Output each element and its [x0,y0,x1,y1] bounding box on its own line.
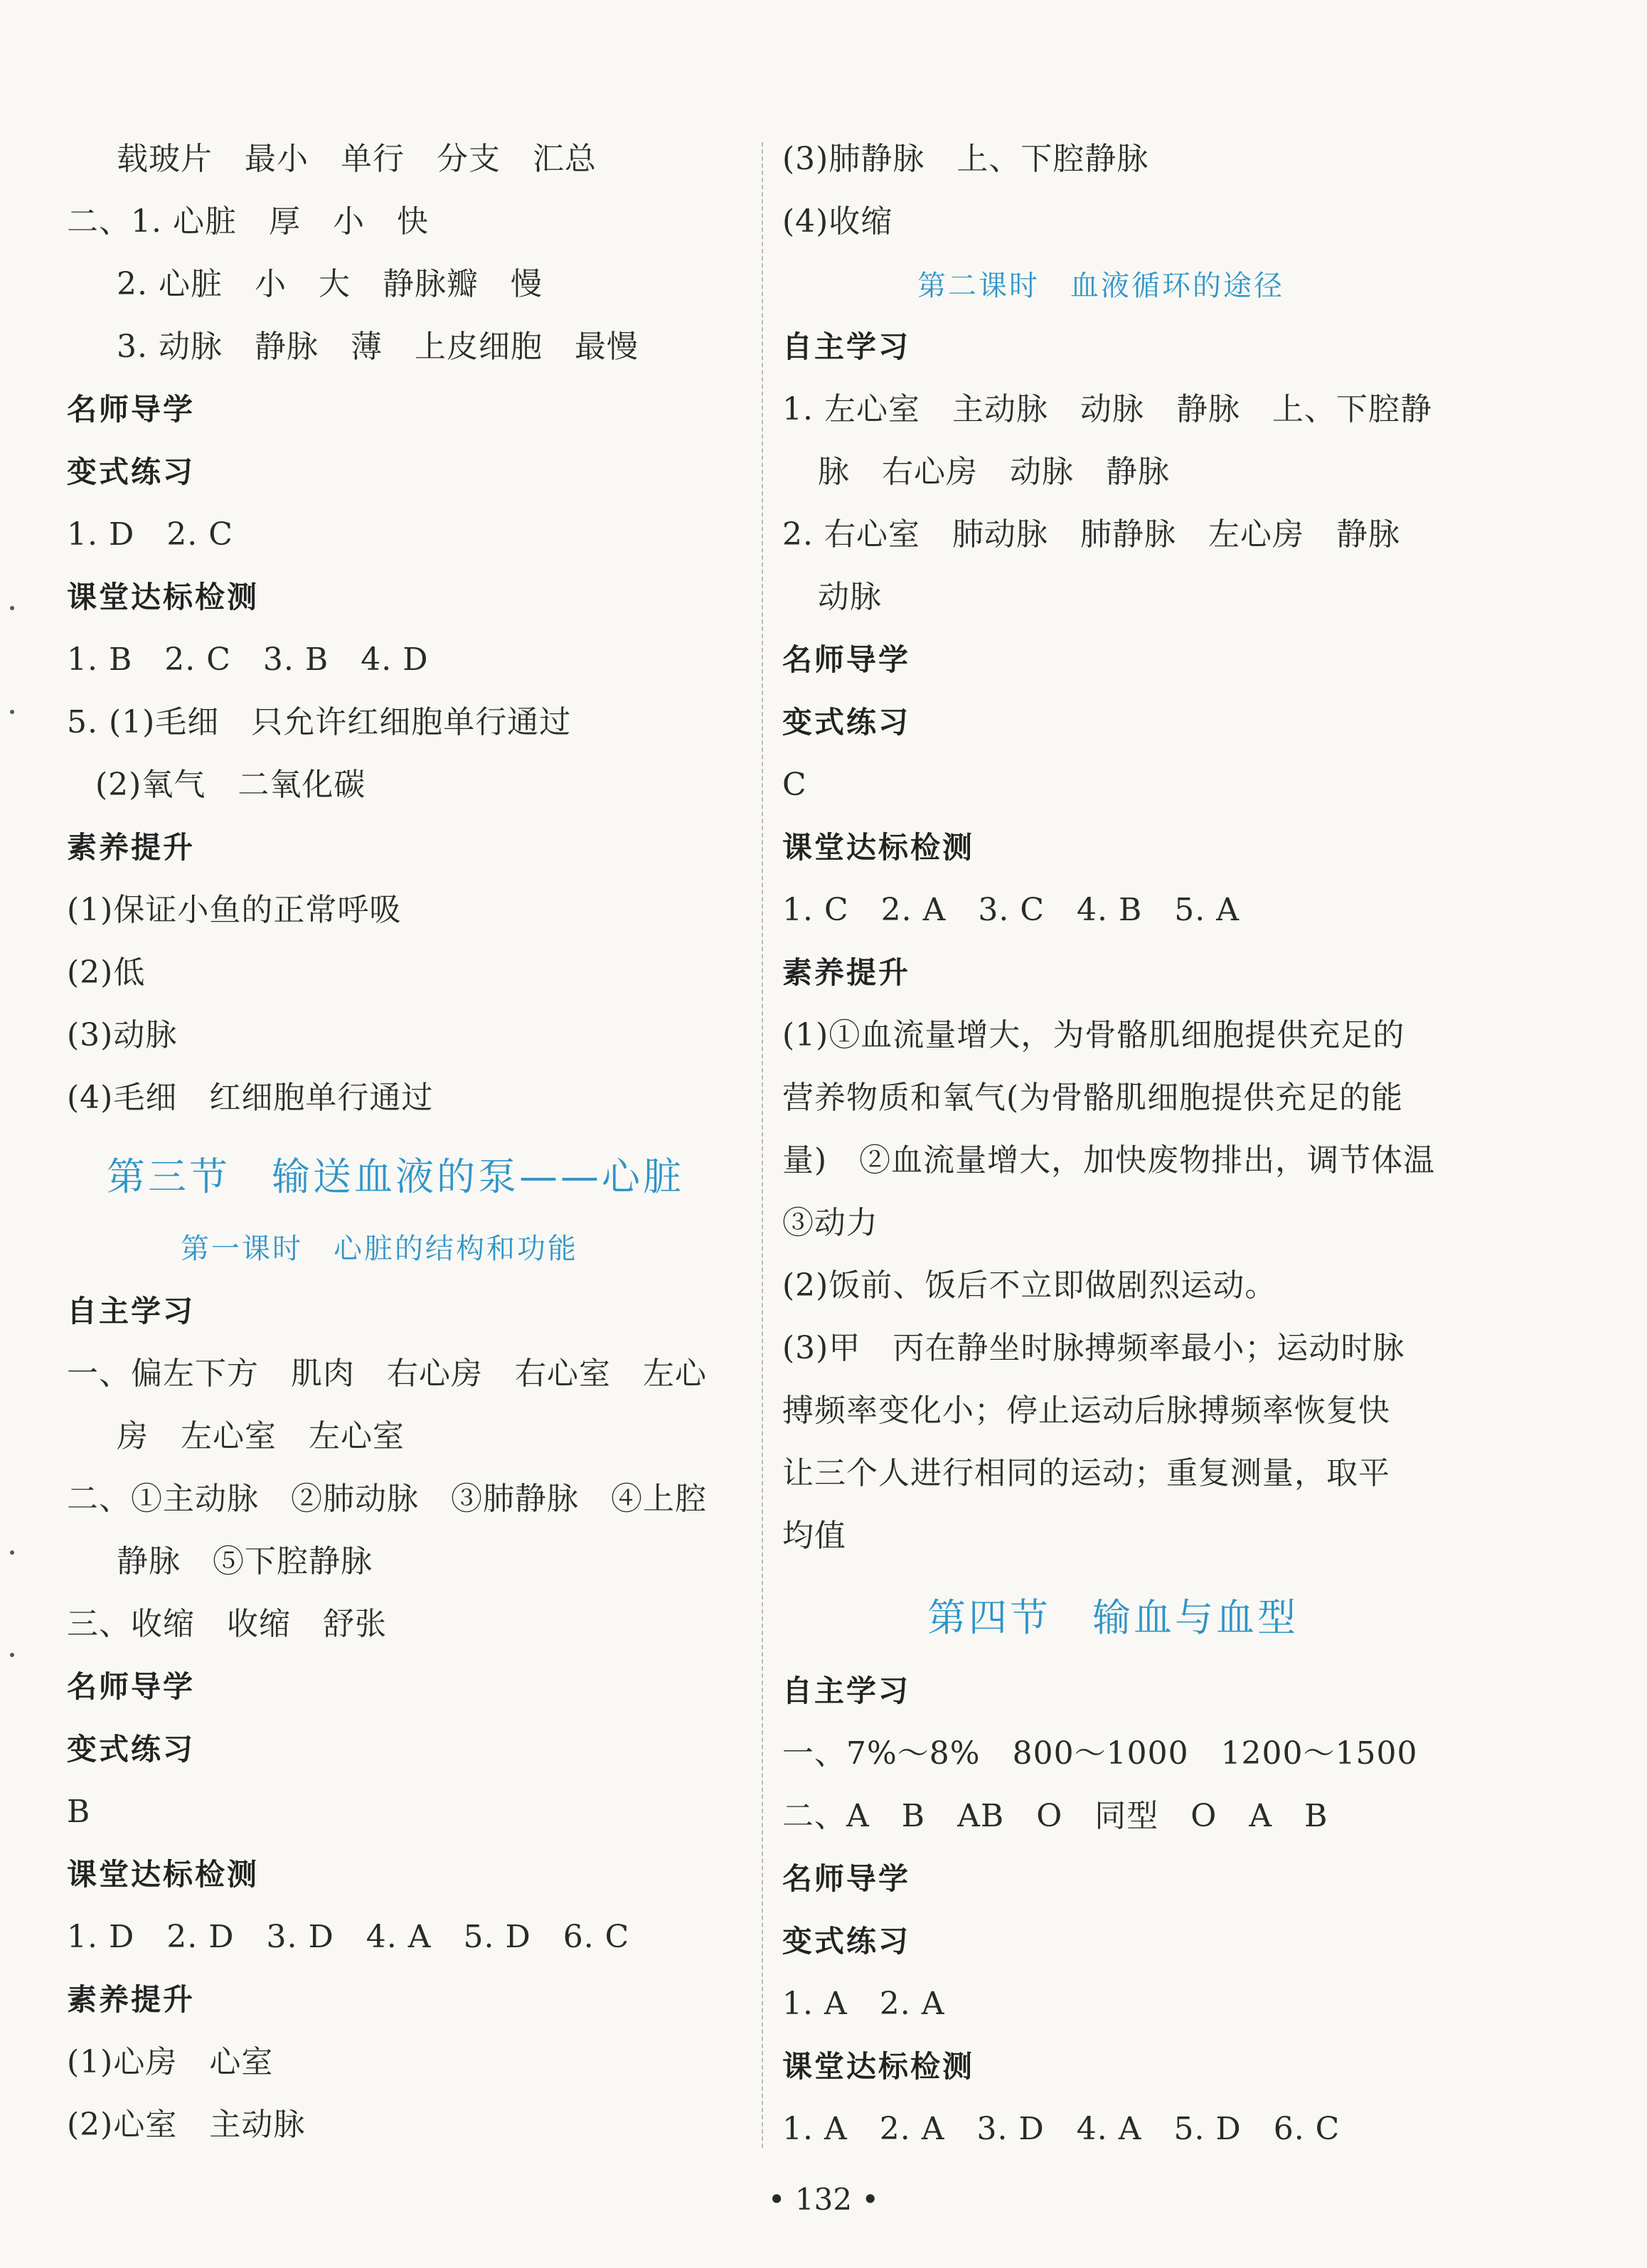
answer-line: 让三个人进行相同的运动；重复测量，取平 [782,1455,1390,1491]
binding-mark [10,1653,14,1657]
answer-line: (1)保证小鱼的正常呼吸 [67,892,402,928]
answer-line: 2. 右心室 肺动脉 肺静脉 左心房 静脉 [782,516,1400,553]
heading-variant-practice: 变式练习 [782,1924,911,1959]
answer-line: 二、①主动脉 ②肺动脉 ③肺静脉 ④上腔 [67,1481,707,1517]
answer-line: 营养物质和氧气(为骨骼肌细胞提供充足的能 [782,1080,1404,1116]
column-divider [762,142,763,2148]
heading-class-test: 课堂达标检测 [67,580,260,614]
heading-literacy: 素养提升 [67,1982,196,2017]
answer-line: (1)心房 心室 [67,2044,274,2080]
heading-class-test: 课堂达标检测 [67,1857,260,1892]
answer-line: 1. 左心室 主动脉 动脉 静脉 上、下腔静 [782,391,1432,427]
answer-line: 1. B 2. C 3. B 4. D [67,641,429,678]
answer-line: 1. A 2. A 3. D 4. A 5. D 6. C [782,2111,1340,2147]
heading-variant-practice: 变式练习 [782,705,911,740]
answer-line: (3)肺静脉 上、下腔静脉 [782,141,1149,177]
heading-variant-practice: 变式练习 [67,454,196,489]
answer-line: 量) ②血流量增大，加快废物排出，调节体温 [782,1142,1436,1178]
answer-line: 3. 动脉 静脉 薄 上皮细胞 最慢 [117,329,639,365]
section-title: 第四节 输血与血型 [927,1595,1299,1640]
heading-class-test: 课堂达标检测 [782,830,975,865]
answer-line: (4)收缩 [782,203,893,240]
heading-guide: 名师导学 [782,1861,911,1896]
heading-literacy: 素养提升 [782,955,911,990]
answer-line: 一、7%～8% 800～1000 1200～1500 [782,1735,1418,1772]
heading-literacy: 素养提升 [67,830,196,865]
answer-line: C [782,767,807,803]
heading-self-study: 自主学习 [67,1294,196,1329]
lesson-title: 第二课时 血液循环的途径 [917,270,1284,302]
answer-line: 房 左心室 左心室 [117,1418,405,1454]
answer-line: 2. 心脏 小 大 静脉瓣 慢 [117,266,543,302]
answer-line: (4)毛细 红细胞单行通过 [67,1080,434,1116]
answer-line: 5. (1)毛细 只允许红细胞单行通过 [67,704,572,740]
answer-line: 搏频率变化小；停止运动后脉搏频率恢复快 [782,1393,1390,1429]
answer-line: (3)甲 丙在静坐时脉搏频率最小；运动时脉 [782,1330,1405,1366]
heading-guide: 名师导学 [67,1669,196,1704]
heading-guide: 名师导学 [782,642,911,677]
heading-guide: 名师导学 [67,392,196,427]
answer-line: 均值 [782,1518,846,1554]
heading-self-study: 自主学习 [782,329,911,364]
answer-line: 脉 右心房 动脉 静脉 [818,454,1170,490]
answer-line: (2)氧气 二氧化碳 [95,767,366,803]
binding-mark [10,1550,14,1555]
answer-line: (2)低 [67,954,146,991]
binding-mark [10,606,14,610]
answer-line: B [67,1794,91,1830]
answer-line: 1. D 2. D 3. D 4. A 5. D 6. C [67,1919,630,1955]
answer-line: (2)心室 主动脉 [67,2107,306,2143]
binding-mark [10,710,14,714]
answer-line: 三、收缩 收缩 舒张 [67,1606,387,1642]
page-number: • 132 • [767,2182,880,2217]
answer-line: 1. D 2. C [67,516,233,553]
section-title: 第三节 输送血液的泵——心脏 [107,1154,684,1199]
answer-line: (3)动脉 [67,1017,178,1053]
heading-class-test: 课堂达标检测 [782,2049,975,2084]
answer-line: (1)①血流量增大，为骨骼肌细胞提供充足的 [782,1017,1405,1053]
answer-line: 1. A 2. A [782,1986,945,2022]
heading-variant-practice: 变式练习 [67,1732,196,1767]
answer-line: 二、A B AB O 同型 O A B [782,1798,1328,1834]
answer-line: 载玻片 最小 单行 分支 汇总 [117,141,597,177]
lesson-title: 第一课时 心脏的结构和功能 [181,1233,578,1265]
answer-line: 1. C 2. A 3. C 4. B 5. A [782,892,1240,928]
answer-line: 动脉 [818,579,882,615]
answer-line: 二、1. 心脏 厚 小 快 [67,203,429,240]
answer-line: 静脉 ⑤下腔静脉 [117,1543,373,1580]
answer-line: ③动力 [782,1205,878,1241]
answer-line: 一、偏左下方 肌肉 右心房 右心室 左心 [67,1356,707,1392]
answer-line: (2)饭前、饭后不立即做剧烈运动。 [782,1267,1277,1304]
heading-self-study: 自主学习 [782,1673,911,1708]
